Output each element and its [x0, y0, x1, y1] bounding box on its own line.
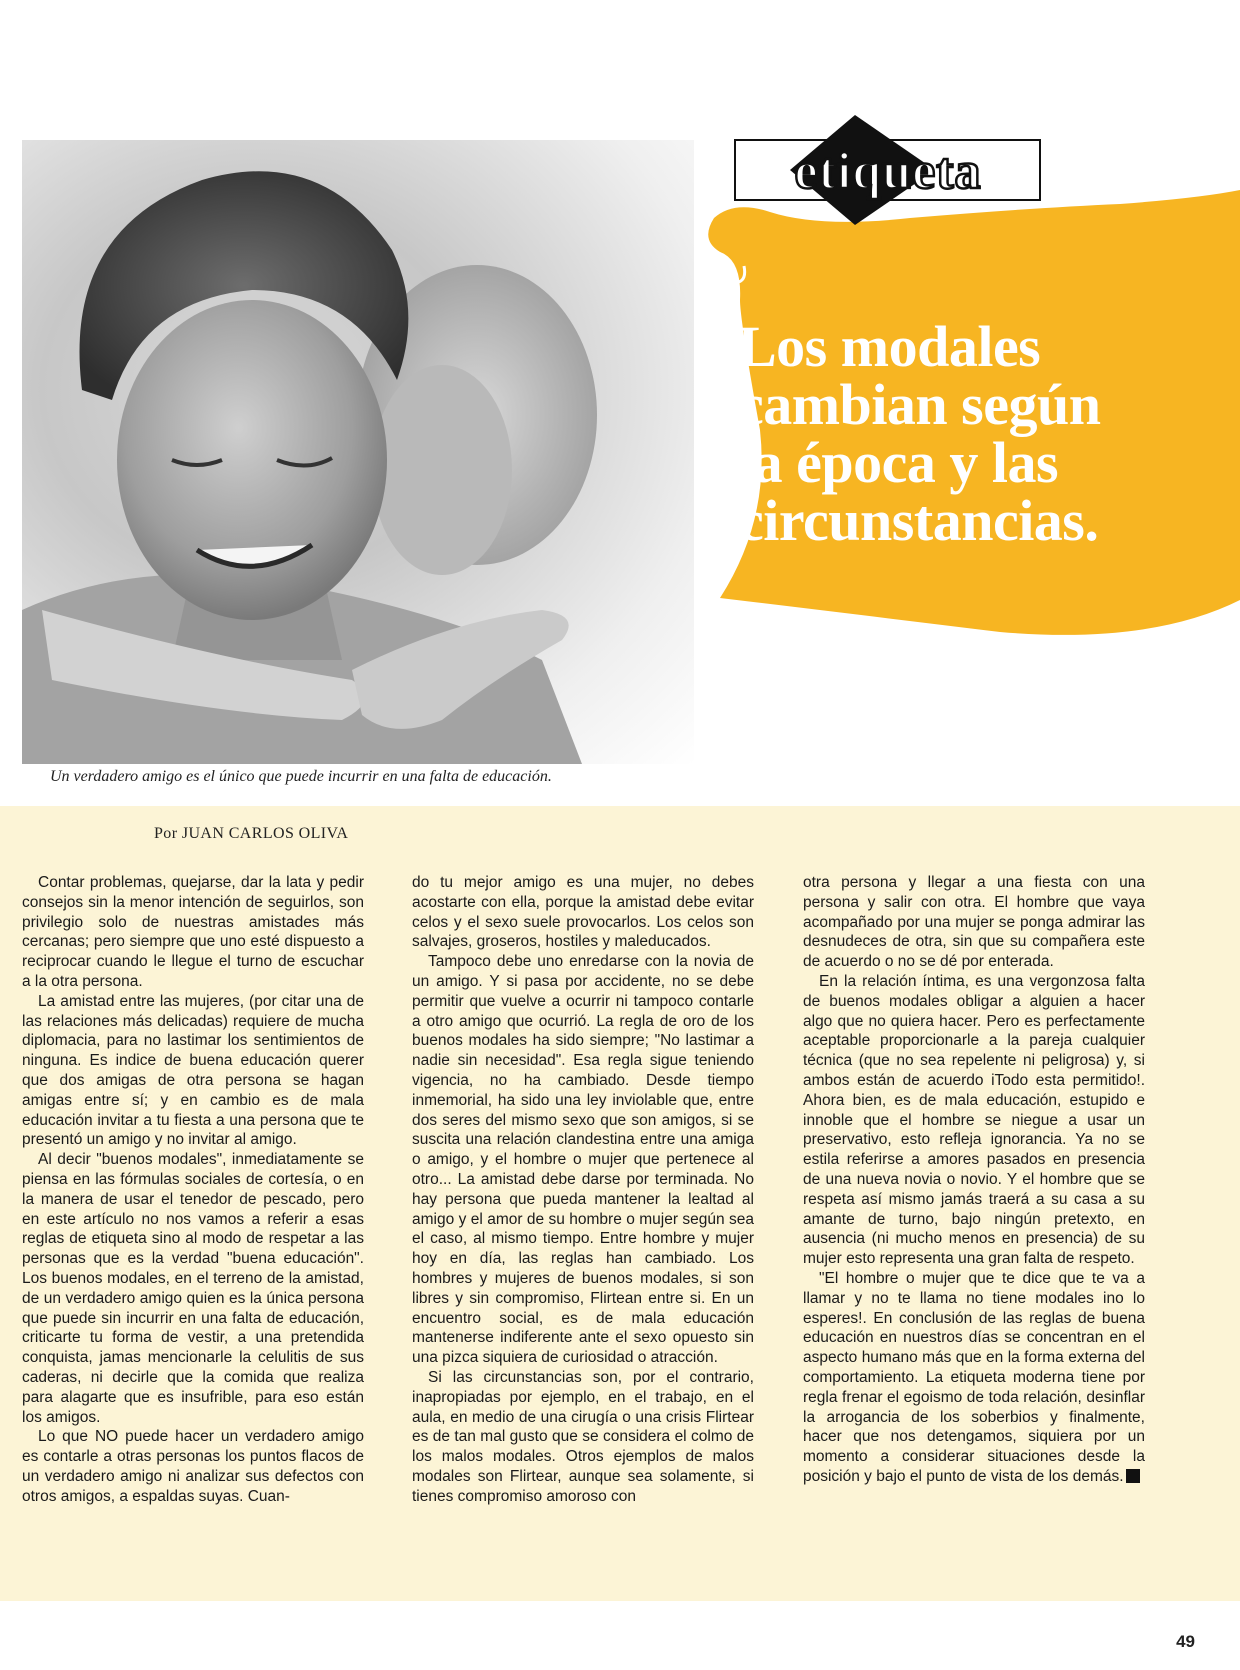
headline-line-2: cambian según	[738, 372, 1101, 437]
headline-line-3: la época y las	[738, 430, 1059, 495]
final-paragraph	[803, 1269, 1145, 1487]
paragraph: Lo que NO puede hacer un verdadero amigo es contarle a otras personas los puntos flacos de un verdadero amigo ni analizar sus defectos con otros amigos, a espaldas suyas. Cuan-	[22, 1428, 364, 1505]
couple-photo	[22, 140, 694, 764]
end-of-article-mark	[1126, 1469, 1140, 1483]
paragraph: do tu mejor amigo es una mujer, no debes acostarte con ella, porque la amistad debe evitar celos y el sexo suele provocarlos. Los celos son salvajes, groseros, hostiles y maleducados.	[412, 874, 754, 951]
photo-caption: Un verdadero amigo es el único que puede incurrir en una falta de educación.	[50, 768, 552, 785]
paragraph: Si las circunstancias son, por el contrario, inapropiadas por ejemplo, en el trabajo, en el aula, en medio de una cirugía o una crisis Flirtear es de tan mal gusto que se considera el colmo de los malos modales. Otros ejemplos de malos modales son Flirtear, aunque sea solamente, si tienes compromiso amoroso con	[412, 1368, 754, 1505]
paragraph: otra persona y llegar a una fiesta con una persona y salir con otra. El hombre que vaya acompañado por una mujer se ponga admirar las desnudeces de otra, sin que su compañera este de acuerdo o no se dé por enterada.	[803, 874, 1145, 971]
paragraph: Al decir "buenos modales", inmediatamente se piensa en las fórmulas sociales de cortesía, o en la manera de usar el tenedor de pescado, pero en este artículo no nos vamos a referir a esas reglas de etiqueta sino al modo de respetar a las personas que es la verdad "buena educación". Los buenos modales, en el terreno de la amistad, de un verdadero amigo quien es la única persona que puede sin incurrir en una falta de educación, criticarte tu forma de vestir, a una pretendida conquista, jamas mencionarle la celulitis de sus caderas, ni decirle que la comida que realiza para alagarte que es insufrible, para eso están los amigos.	[22, 1151, 364, 1426]
section-logo	[730, 110, 1050, 230]
paragraph: En la relación íntima, es una vergonzosa falta de buenos modales obligar a alguien a hacer algo que no quiera hacer. Pero es perfectamente aceptable proporcionarle a la pareja cualquier técnica (que no sea repelente ni peligrosa) y, si ambos están de acuerdo iTodo esta permitido!. Ahora bien, es de mala educación, estupido e innoble que el hombre se niegue a usar un preservativo, esto refleja ignorancia. Ya no se estila referirse a amores pasados en presencia de una nueva novia o novio. Y el hombre que se respeta así mismo jamás traerá a su casa a su amante de turno, bajo ningún pretexto, en ausencia (ni mucho menos en presencia) de su mujer esto representa una gran falta de respeto.	[803, 972, 1145, 1268]
article-column-2	[412, 873, 754, 1507]
byline: Por JUAN CARLOS OLIVA	[154, 825, 349, 842]
headline	[738, 314, 1188, 553]
headline-line-1: Los modales	[738, 314, 1041, 379]
headline-line-4: circunstancias.	[738, 488, 1099, 553]
section-logo-text: etiqueta	[794, 143, 982, 200]
paragraph-text: "El hombre o mujer que te dice que te va a llamar y no te llama no tiene modales ino lo esperes!. En conclusión de las reglas de buena educación en nuestros días se concentran en el aspecto humano más que en la forma externa del comportamiento. La etiqueta moderna tiene por regla frenar el egoismo de toda relación, desinflar la arrogancia de los soberbios y finalmente, hacer que nos detengamos, siquiera por un momento a considerar situaciones desde la posición y bajo el punto de vista de los demás.	[803, 1269, 1145, 1485]
paragraph: La amistad entre las mujeres, (por citar una de las relaciones más delicadas) requiere de mucha diplomacia, para no lastimar los sentimientos de ninguna. Es indice de buena educación querer que dos amigas de otra persona se hagan amigas entre sí; y en cambio es de mala educación invitar a tu fiesta a una persona que te presentó un amigo y no invitar al amigo.	[22, 992, 364, 1149]
article-column-3	[803, 873, 1145, 1487]
paragraph: Contar problemas, quejarse, dar la lata y pedir consejos sin la menor intención de seguirlos, son privilegio solo de nuestras amistades más cercanas; pero siempre que uno esté dispuesto a reciprocar cuando le llegue el turno de escuchar a la otra persona.	[22, 874, 364, 990]
page-number: 49	[1176, 1632, 1195, 1651]
article-column-1	[22, 873, 364, 1507]
paragraph: Tampoco debe uno enredarse con la novia de un amigo. Y si pasa por accidente, no se debe permitir que vuelve a ocurrir ni tampoco contarle a otro amigo que ocurrió. La regla de oro de los buenos modales ha sido siempre; "No lastimar a nadie sin necesidad". Esa regla sigue teniendo vigencia, no ha cambiado. Desde tiempo inmemorial, ha sido una ley inviolable que, entre dos seres del mismo sexo que son amigos, si se suscita una relación clandestina entre una amiga o amigo, y el hombre o mujer que pertenece al otro... La amistad debe darse por terminada. No hay persona que pueda mantener la lealtad al amigo y el amor de su hombre o mujer según sea el caso, al mismo tiempo. Entre hombre y mujer hoy en día, las reglas han cambiado. Los hombres y mujeres de buenos modales, si son libres y sin compromiso, Flirtean entre si. En un encuentro social, es de mala educación mantenerse indiferente ante el sexo opuesto sin una pizca siquiera de curiosidad o atracción.	[412, 953, 754, 1367]
couple-photo-illustration	[22, 140, 694, 764]
